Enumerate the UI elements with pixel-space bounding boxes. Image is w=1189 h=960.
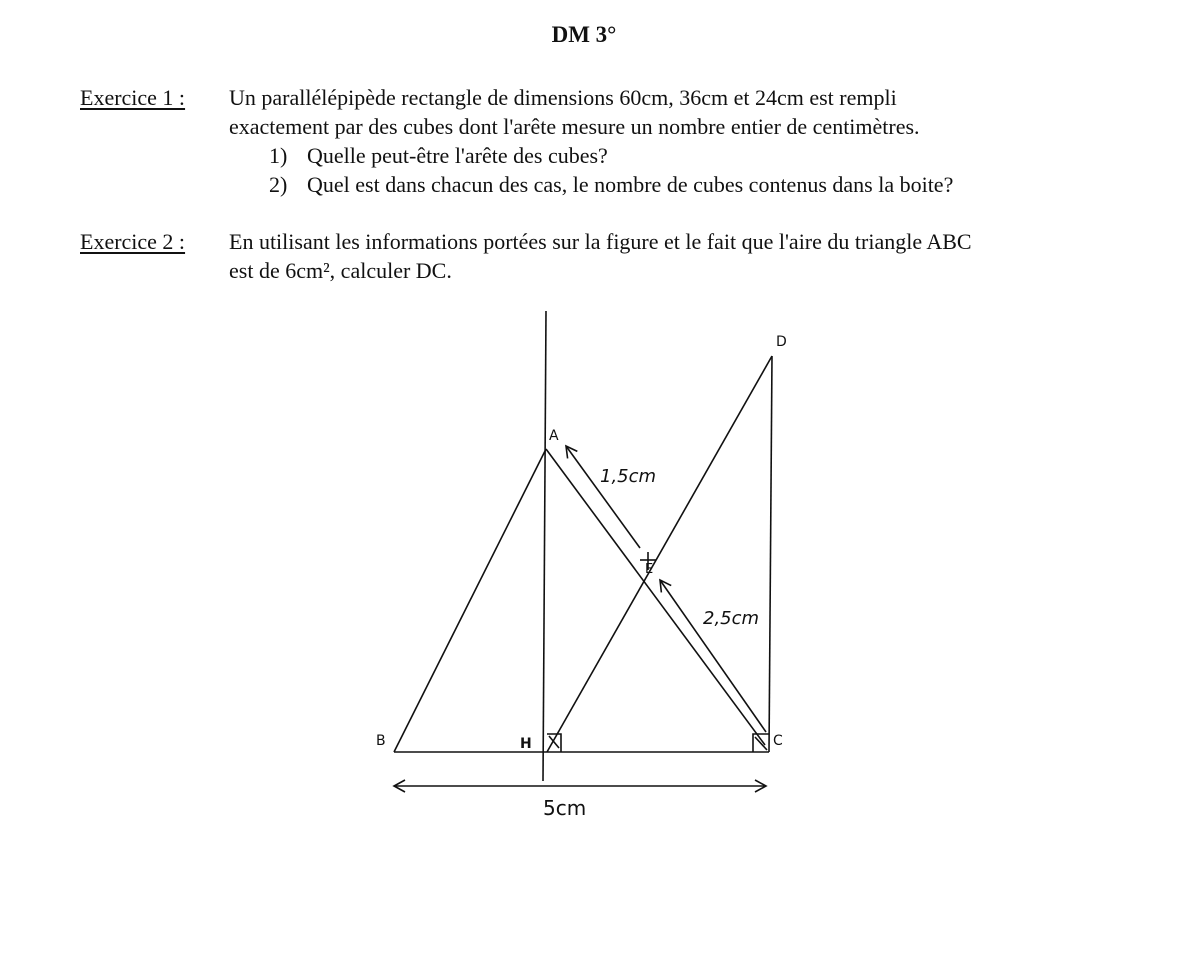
measure-ec: 2,5cm [703,608,760,629]
label-c: C [773,733,783,749]
dimension-arrow-ec [660,580,766,732]
measure-bc: 5cm [543,796,587,820]
question-1-number: 1) [269,143,288,168]
label-b: B [376,733,386,749]
exercise-2-line-2: est de 6cm², calculer DC. [229,258,452,283]
exercise-2-line-1: En utilisant les informations portées sur la figure et le fait que l'aire du triangle ABC [229,229,972,254]
segment-ac [546,449,765,745]
page-title: DM 3° [551,22,617,47]
label-h: H [520,736,532,752]
question-2-text: Quel est dans chacun des cas, le nombre de cubes contenus dans la boite? [307,172,954,197]
question-2-number: 2) [269,172,288,197]
segment-ab [394,449,546,752]
exercise-1-line-1: Un parallélépipède rectangle de dimensions 60cm, 36cm et 24cm est rempli [229,85,897,110]
exercise-1-label: Exercice 1 : [80,85,186,110]
label-a: A [549,428,559,444]
label-e: E [645,562,654,577]
label-d: D [776,334,787,350]
question-1-text: Quelle peut-être l'arête des cubes? [307,143,608,168]
measure-ae: 1,5cm [600,466,657,487]
segment-dc [769,356,772,752]
exercise-2-label: Exercice 2 : [80,229,186,254]
dimension-arrow-ae [566,446,640,548]
line-ah [543,311,546,781]
exercise-1-line-2: exactement par des cubes dont l'arête mesure un nombre entier de centimètres. [229,114,920,139]
